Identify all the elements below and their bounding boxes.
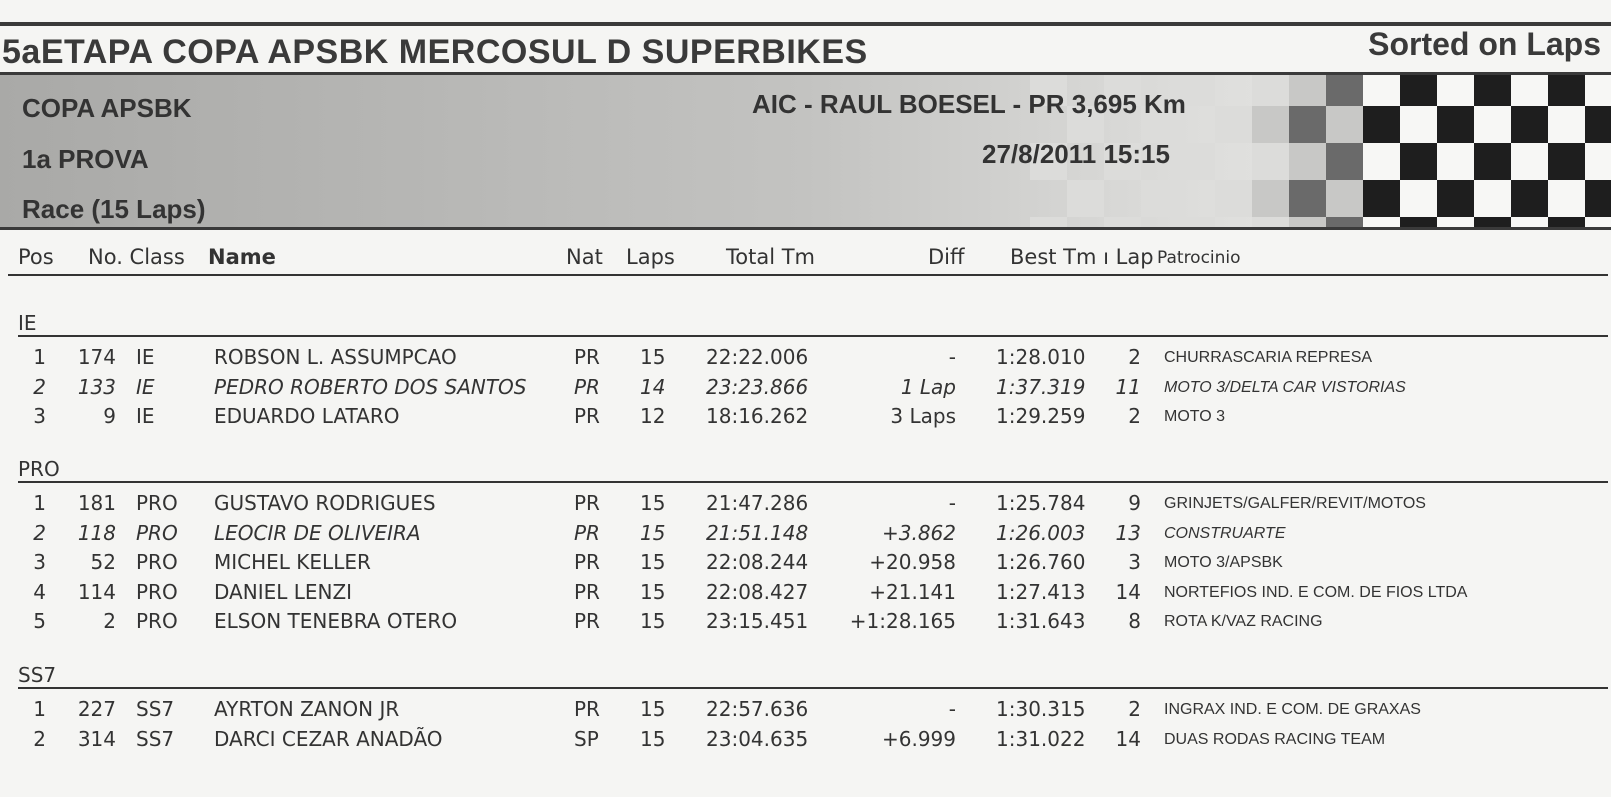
cell-name: EDUARDO LATARO <box>214 404 400 429</box>
cell-laps: 15 <box>640 550 666 575</box>
cell-sponsor: GRINJETS/GALFER/REVIT/MOTOS <box>1164 495 1426 512</box>
checker-square <box>1437 106 1474 143</box>
checker-square <box>1400 217 1437 227</box>
col-no-class: No. Class <box>88 245 185 269</box>
checker-square <box>1326 106 1363 143</box>
checker-square <box>1548 75 1585 106</box>
cell-lap: 2 <box>1128 697 1141 721</box>
checker-square <box>1511 75 1548 106</box>
col-best-lap: Best Tm ı Lap <box>1010 245 1154 269</box>
checker-square <box>1363 106 1400 143</box>
cell-class: IE <box>136 374 155 399</box>
cell-best: 1:28.010 <box>996 345 1086 369</box>
checker-square <box>1474 75 1511 106</box>
cell-best: 1:30.315 <box>996 697 1086 721</box>
checker-square <box>1363 180 1400 217</box>
cell-diff: - <box>948 697 956 721</box>
cell-sponsor: CHURRASCARIA REPRESA <box>1164 349 1373 366</box>
sorted-label: Sorted on Laps <box>1368 26 1601 62</box>
checker-square <box>1326 143 1363 180</box>
cell-laps: 15 <box>640 345 666 369</box>
cell-pos: 1 <box>33 697 46 721</box>
cell-diff: +3.862 <box>881 520 956 545</box>
cell-nat: PR <box>574 609 600 634</box>
cell-diff: +21.141 <box>869 579 956 604</box>
cell-no: 314 <box>77 726 116 751</box>
cell-class: PRO <box>136 609 178 634</box>
checker-square <box>1400 180 1437 217</box>
checker-square <box>1474 180 1511 217</box>
checker-square <box>1289 180 1326 217</box>
event-title: 5aETAPA COPA APSBK MERCOSUL D SUPERBIKES <box>2 33 868 71</box>
cell-pos: 2 <box>33 374 46 399</box>
checker-square <box>1252 217 1289 227</box>
checker-square <box>1252 180 1289 217</box>
checker-square <box>1585 106 1611 143</box>
checker-square <box>1215 106 1252 143</box>
cell-sponsor: ROTA K/VAZ RACING <box>1164 613 1323 631</box>
checker-square <box>1289 217 1326 227</box>
cell-pos: 3 <box>33 550 46 575</box>
checker-square <box>1363 75 1400 106</box>
cell-best: 1:26.003 <box>996 520 1086 545</box>
cell-diff: +6.999 <box>881 726 956 751</box>
checker-square <box>1511 143 1548 180</box>
cell-best: 1:25.784 <box>996 491 1086 515</box>
checker-square <box>1437 180 1474 217</box>
cell-best: 1:37.319 <box>996 374 1086 399</box>
cell-pos: 4 <box>33 579 46 604</box>
cell-laps: 15 <box>640 726 666 751</box>
cell-class: IE <box>136 404 155 429</box>
checker-square <box>1215 180 1252 217</box>
cell-sponsor: MOTO 3 <box>1164 408 1226 426</box>
cell-diff: +1:28.165 <box>849 609 956 634</box>
cell-nat: PR <box>574 345 600 369</box>
cell-nat: PR <box>574 374 600 399</box>
cell-nat: PR <box>574 697 600 721</box>
checker-square <box>1474 143 1511 180</box>
cell-lap: 2 <box>1128 345 1141 369</box>
cell-no: 52 <box>90 550 116 575</box>
cell-name: MICHEL KELLER <box>214 550 371 575</box>
race-banner <box>0 72 1611 230</box>
checker-square <box>1252 75 1289 106</box>
group-rule <box>18 481 1608 483</box>
group-rule <box>18 687 1608 689</box>
checker-square <box>1289 106 1326 143</box>
cell-pos: 2 <box>33 520 46 545</box>
cell-total: 23:04.635 <box>706 726 809 751</box>
checker-square <box>1474 217 1511 227</box>
cell-nat: SP <box>574 726 599 751</box>
cell-total: 23:23.866 <box>706 374 809 399</box>
cell-lap: 2 <box>1128 404 1141 429</box>
cell-best: 1:27.413 <box>996 579 1086 604</box>
cell-lap: 14 <box>1115 579 1141 604</box>
cell-laps: 15 <box>640 697 666 721</box>
checker-square <box>1030 217 1067 227</box>
cell-class: SS7 <box>136 726 175 751</box>
cell-laps: 15 <box>640 491 666 515</box>
checker-square <box>1400 143 1437 180</box>
cell-best: 1:26.760 <box>996 550 1086 575</box>
race-laps: Race (15 Laps) <box>22 194 206 224</box>
checker-square <box>1548 143 1585 180</box>
cell-class: SS7 <box>136 697 175 721</box>
checker-square <box>1141 180 1178 217</box>
cell-sponsor: NORTEFIOS IND. E COM. DE FIOS LTDA <box>1164 583 1468 601</box>
cell-best: 1:31.643 <box>996 609 1086 634</box>
cell-name: DARCI CEZAR ANADÃO <box>214 726 443 751</box>
checker-square <box>1548 217 1585 227</box>
cell-total: 22:22.006 <box>706 345 809 369</box>
checker-square <box>1511 180 1548 217</box>
cell-class: PRO <box>136 520 178 545</box>
checker-square <box>1585 217 1611 227</box>
checker-square <box>1585 180 1611 217</box>
checker-square <box>1363 217 1400 227</box>
race-datetime: 27/8/2011 15:15 <box>982 139 1170 169</box>
cell-total: 23:15.451 <box>706 609 809 634</box>
group-label: IE <box>18 311 37 335</box>
race-number: 1a PROVA <box>22 144 149 174</box>
cell-lap: 9 <box>1128 491 1141 515</box>
cell-lap: 8 <box>1128 609 1141 634</box>
cell-nat: PR <box>574 520 600 545</box>
cell-best: 1:31.022 <box>996 726 1086 751</box>
cell-nat: PR <box>574 404 600 429</box>
checker-square <box>1178 217 1215 227</box>
checker-square <box>1585 143 1611 180</box>
cell-class: IE <box>136 345 155 369</box>
cell-laps: 15 <box>640 520 666 545</box>
cell-no: 174 <box>77 345 116 369</box>
cell-diff: - <box>948 491 956 515</box>
cell-total: 22:57.636 <box>706 697 809 721</box>
cell-no: 227 <box>77 697 116 721</box>
cell-name: PEDRO ROBERTO DOS SANTOS <box>214 374 527 399</box>
cell-sponsor: INGRAX IND. E COM. DE GRAXAS <box>1164 701 1421 718</box>
col-total: Total Tm <box>726 245 816 269</box>
checker-square <box>1363 143 1400 180</box>
cell-name: AYRTON ZANON JR <box>214 697 400 721</box>
checker-square <box>1400 75 1437 106</box>
checker-square <box>1511 106 1548 143</box>
checker-square <box>1437 75 1474 106</box>
cell-total: 22:08.244 <box>706 550 809 575</box>
checker-square <box>1326 217 1363 227</box>
cell-laps: 14 <box>640 374 666 399</box>
cell-best: 1:29.259 <box>996 404 1086 429</box>
cell-nat: PR <box>574 550 600 575</box>
col-laps: Laps <box>626 245 675 269</box>
cell-sponsor: MOTO 3/DELTA CAR VISTORIAS <box>1164 378 1406 396</box>
cell-lap: 14 <box>1115 726 1141 751</box>
cell-no: 114 <box>77 579 116 604</box>
checker-square <box>1067 180 1104 217</box>
cell-lap: 11 <box>1115 374 1141 399</box>
checker-square <box>1548 180 1585 217</box>
cell-total: 22:08.427 <box>706 579 809 604</box>
cell-name: GUSTAVO RODRIGUES <box>214 491 436 515</box>
cell-pos: 5 <box>33 609 46 634</box>
cell-total: 18:16.262 <box>706 404 809 429</box>
cell-diff: - <box>948 345 956 369</box>
col-diff: Diff <box>928 245 965 269</box>
cell-nat: PR <box>574 491 600 515</box>
cell-sponsor: MOTO 3/APSBK <box>1164 554 1283 572</box>
track-info: AIC - RAUL BOESEL - PR 3,695 Km <box>752 89 1186 119</box>
checker-square <box>1585 75 1611 106</box>
cell-class: PRO <box>136 550 178 575</box>
checker-square <box>1289 75 1326 106</box>
col-nat: Nat <box>566 245 603 269</box>
checker-square <box>1326 75 1363 106</box>
cell-laps: 12 <box>640 404 666 429</box>
group-label: SS7 <box>18 663 57 687</box>
cell-pos: 1 <box>33 345 46 369</box>
checker-square <box>1548 106 1585 143</box>
group-rule <box>18 335 1608 337</box>
cell-pos: 2 <box>33 726 46 751</box>
cell-nat: PR <box>574 579 600 604</box>
checker-square <box>1326 180 1363 217</box>
cell-class: PRO <box>136 579 178 604</box>
checker-square <box>1178 143 1215 180</box>
cell-pos: 3 <box>33 404 46 429</box>
group-label: PRO <box>18 457 60 481</box>
header-rule <box>8 274 1608 276</box>
cell-diff: 3 Laps <box>890 404 956 429</box>
cell-diff: 1 Lap <box>900 374 956 399</box>
cell-class: PRO <box>136 491 178 515</box>
checker-square <box>1400 106 1437 143</box>
cell-laps: 15 <box>640 579 666 604</box>
checker-square <box>1252 143 1289 180</box>
checker-square <box>1104 217 1141 227</box>
checker-square <box>1437 217 1474 227</box>
checker-square <box>1252 106 1289 143</box>
checker-square <box>1474 106 1511 143</box>
cell-total: 21:51.148 <box>706 520 809 545</box>
cell-no: 2 <box>103 609 116 634</box>
checker-square <box>1289 143 1326 180</box>
col-name: Name <box>208 245 276 269</box>
cell-sponsor: DUAS RODAS RACING TEAM <box>1164 730 1386 748</box>
cell-diff: +20.958 <box>869 550 956 575</box>
cell-laps: 15 <box>640 609 666 634</box>
cell-total: 21:47.286 <box>706 491 809 515</box>
cell-no: 181 <box>77 491 116 515</box>
cell-pos: 1 <box>33 491 46 515</box>
cell-sponsor: CONSTRUARTE <box>1164 524 1286 542</box>
checker-square <box>1511 217 1548 227</box>
cell-name: ELSON TENEBRA OTERO <box>214 609 458 634</box>
cell-name: DANIEL LENZI <box>214 579 353 604</box>
col-pos: Pos <box>18 245 54 269</box>
cell-no: 118 <box>77 520 116 545</box>
cell-no: 133 <box>77 374 116 399</box>
col-sponsor: Patrocinio <box>1157 248 1241 268</box>
cell-name: LEOCIR DE OLIVEIRA <box>214 520 421 545</box>
checker-square <box>1437 143 1474 180</box>
cell-lap: 13 <box>1115 520 1141 545</box>
series-name: COPA APSBK <box>22 93 192 123</box>
cell-no: 9 <box>103 404 116 429</box>
cell-lap: 3 <box>1128 550 1141 575</box>
cell-name: ROBSON L. ASSUMPCAO <box>214 345 457 369</box>
